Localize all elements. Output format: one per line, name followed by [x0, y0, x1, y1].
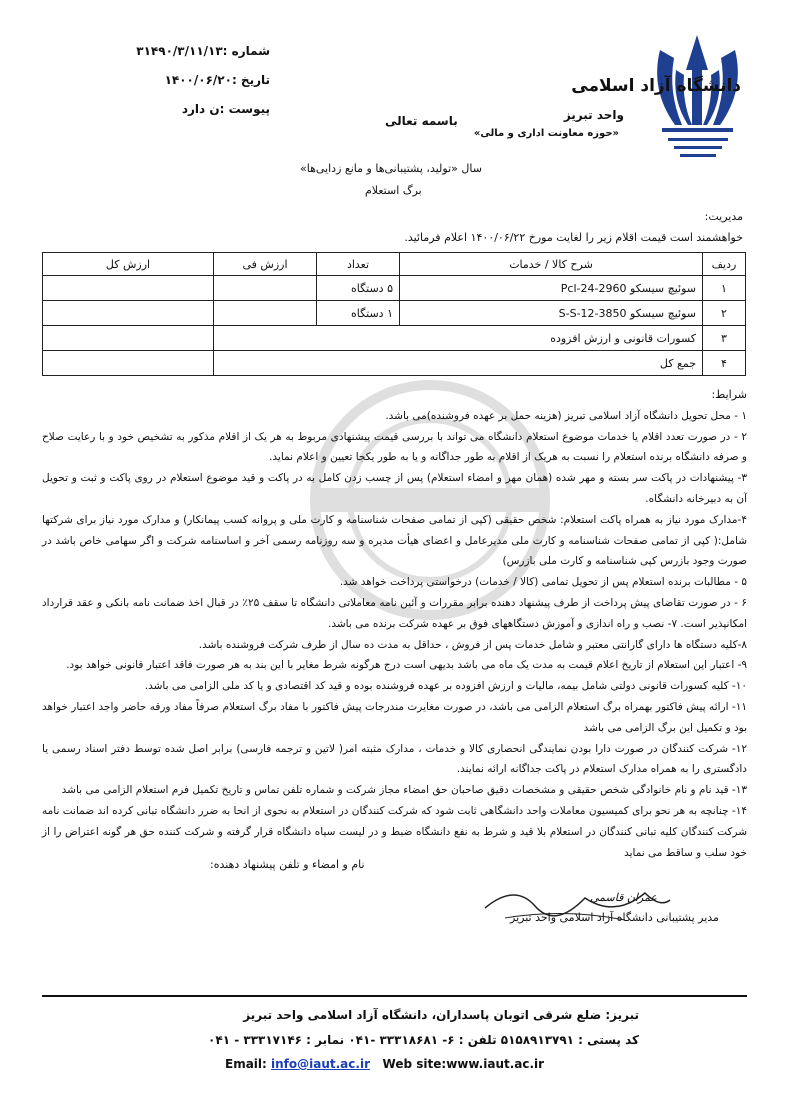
condition-item: ۱۳- قید نام و نام خانوادگی شخص حقیقی و مشخصات دقیق صاحبان حق امضاء مجاز شرکت و شماره تلفن تماس و تاریخ تکمیل فرم استعلام الزامی می باشد [61, 784, 747, 797]
row-number: ۳ [703, 326, 746, 351]
table-row [43, 301, 746, 326]
signer-title: مدیر پشتیبانی دانشگاه آزاد اسلامی واحد تبریز [510, 911, 719, 924]
form-title: برگ استعلام [365, 184, 422, 197]
condition-item: ۱۱- ارائه پیش فاکتور بهمراه برگ استعلام الزامی می باشد، در صورت مغایرت مندرجات پیش فاکتور با مفاد برگ استعلام صرفاً مفاد ورقه حاضر واجد اعتبار خواهد بود و تکمیل این برگ الزامی می باشد [42, 700, 747, 734]
table-row [43, 276, 746, 301]
condition-item: ۵ - مطالبات برنده استعلام پس از تحویل تمامی (کالا / خدمات) درخواستی پرداخت خواهد شد. [339, 576, 747, 589]
row-total-price [43, 326, 214, 351]
condition-item: ۸-کلیه دستگاه ها دارای گارانتی معتبر و شامل خدمات پس از فروش ، حداقل به مدت ده سال از طرف شرکت فروشنده باشد. [198, 638, 747, 651]
header-description: شرح کالا / خدمات [400, 253, 703, 276]
row-number: ۴ [703, 351, 746, 376]
footer-contact [225, 1057, 544, 1071]
row-description: سوئیچ سیسکو 2960-24-Pcl [400, 276, 703, 301]
office-name: «حوزه معاونت اداری و مالی» [473, 128, 619, 139]
header-row-number: ردیف [703, 253, 746, 276]
signer-name: عمران قاسمی [590, 891, 657, 904]
request-text: خواهشمند است قیمت اقلام زیر را لغایت مورخ ۱۴۰۰/۰۶/۲۲ اعلام فرمائید. [404, 231, 743, 244]
university-name: دانشگاه آزاد اسلامی [571, 76, 741, 96]
condition-item: ۱۰- کلیه کسورات قانونی دولتی شامل بیمه، مالیات و ارزش افزوده بر عهده فروشنده بوده و قید کد اقتصادی و یا کد ملی الزامی می باشد. [144, 680, 747, 693]
condition-item: ۶ - در صورت تقاضای پیش پرداخت از طرف پیشنهاد دهنده برابر مقررات و آئین نامه معاملاتی دانشگاه تا سقف ۲۵٪ در قبال اخذ ضمانت نامه بانکی و عقد قرارداد امکانپذیر است. ۷- نصب و راه اندازی و آموزش دستگاههای فوق بر عهده شرکت برنده می باشد. [42, 596, 747, 630]
row-description: جمع کل [214, 351, 703, 376]
condition-item: ۱ - محل تحویل دانشگاه آزاد اسلامی تبریز (هزینه حمل بر عهده فروشنده)می باشد. [385, 409, 747, 422]
condition-item: ۴-مدارک مورد نیاز به همراه پاکت استعلام: شخص حقیقی (کپی از تمامی صفحات شناسنامه و کارت ملی و پروانه کسب پیمانکار) و مدارک مورد نیاز برای شرکتها شامل:( کپی از تمامی صفحات شناسنامه و کارت ملی مدیرعامل و اعضای هیأت مدیره و سه روزنامه رسمی آخر و اساسنامه شرکت و اگر سهامی خاص باشد در صورت وجود بازرس کپی شناسنامه و کارت ملی بازرس) [42, 513, 747, 568]
conditions-list [42, 406, 747, 864]
condition-item: ۲ - در صورت تعدد اقلام یا خدمات موضوع استعلام دانشگاه می تواند با بررسی قیمت پیشنهادی مربوط به هر یک از اقلام مذکور به تشخیص خود و با رعایت صلاح و صرفه دانشگاه برنده استعلام را نسبت به هریک از اقلام به طور جداگانه و یا به طور یکجا تعیین و اعلام نماید. [42, 430, 747, 464]
row-number: ۱ [703, 276, 746, 301]
footer-postal-phone: کد پستی : ۵۱۵۸۹۱۳۷۹۱ تلفن : ۶- ۳۳۳۱۸۶۸۱ -۰۴۱ نمابر : ۳۳۳۱۷۱۴۶ - ۰۴۱ [208, 1033, 639, 1047]
document-meta [136, 44, 270, 131]
condition-item: ۹- اعتبار این استعلام از تاریخ اعلام قیمت به مدت یک ماه می باشد بدیهی است درج هرگونه شرط مغایر با این بند به هر صورت فاقد اعتبار قانونی خواهد بود. [66, 659, 747, 672]
footer-address: تبریز: ضلع شرقی اتوبان پاسداران، دانشگاه آزاد اسلامی واحد تبریز [243, 1008, 639, 1022]
condition-item: ۱۴- چنانچه به هر نحو برای کمیسیون معاملات واحد دانشگاهی ثابت شود که شرکت کنندگان در استعلام به نحوی از انحا به ضرر دانشگاه تبانی کرده اند ضمانت نامه شرکت کنندگان کلیه تبانی کنندگان در استعلام بلا قید و شرط به نفع دانشگاه ضبط و در لیست سیاه دانشگاه قرار گرفته و شرکت کننده حق هر گونه اعتراض را از خود سلب و ساقط می نماید [42, 804, 747, 859]
university-logo [650, 30, 745, 170]
row-unit-price [214, 301, 317, 326]
row-quantity: ۵ دستگاه [317, 276, 400, 301]
table-row [43, 351, 746, 376]
year-slogan: سال «تولید، پشتیبانی‌ها و مانع زدایی‌ها» [300, 162, 482, 175]
header-total-price: ارزش کل [43, 253, 214, 276]
condition-item: ۱۲- شرکت کنندگان در صورت دارا بودن نمایندگی انحصاری کالا و خدمات ، مدارک مثبته امر( لاتین و ترجمه فارسی) برابر اصل شده توسط دفتر اسناد رسمی یا دادگستری را به همراه مدارک استعلام در پاکت جداگانه ارائه نمایند. [42, 742, 747, 776]
header-quantity: تعداد [317, 253, 400, 276]
row-number: ۲ [703, 301, 746, 326]
row-description: سوئیچ سیسکو S-S-12-3850 [400, 301, 703, 326]
row-total-price [43, 301, 214, 326]
letter-attachment: پیوست :ن دارد [181, 102, 270, 116]
row-quantity: ۱ دستگاه [317, 301, 400, 326]
row-total-price [43, 276, 214, 301]
manager-label: مدیریت: [704, 210, 743, 223]
email-link[interactable]: info@iaut.ac.ir [271, 1057, 370, 1071]
row-unit-price [214, 276, 317, 301]
row-total-price [43, 351, 214, 376]
conditions-title: شرایط: [711, 388, 747, 401]
unit-name: واحد تبریز [563, 108, 624, 122]
email-label: Email: [225, 1057, 267, 1071]
row-description: کسورات قانونی و ارزش افزوده [214, 326, 703, 351]
bidder-signature-label: نام و امضاء و تلفن پیشنهاد دهنده: [210, 858, 365, 871]
table-header-row [43, 253, 746, 276]
header-unit-price: ارزش فی [214, 253, 317, 276]
website-text: Web site:www.iaut.ac.ir [382, 1057, 545, 1071]
letter-number: شماره :۳۱۴۹۰/۳/۱۱/۱۳ [136, 44, 270, 58]
items-table [42, 252, 746, 376]
letter-date: تاریخ :۱۴۰۰/۰۶/۲۰ [164, 73, 270, 87]
invocation: باسمه تعالی [385, 114, 458, 128]
table-row [43, 326, 746, 351]
footer-divider [42, 995, 747, 997]
condition-item: ۳- پیشنهادات در پاکت سر بسته و مهر شده (همان مهر و امضاء استعلام) پس از چسب زدن کامل به در پاکت و قید موضوع استعلام در روی پاکت و ثبت و تحویل آن به دبیرخانه دانشگاه. [42, 472, 747, 505]
conditions-section [42, 385, 747, 863]
